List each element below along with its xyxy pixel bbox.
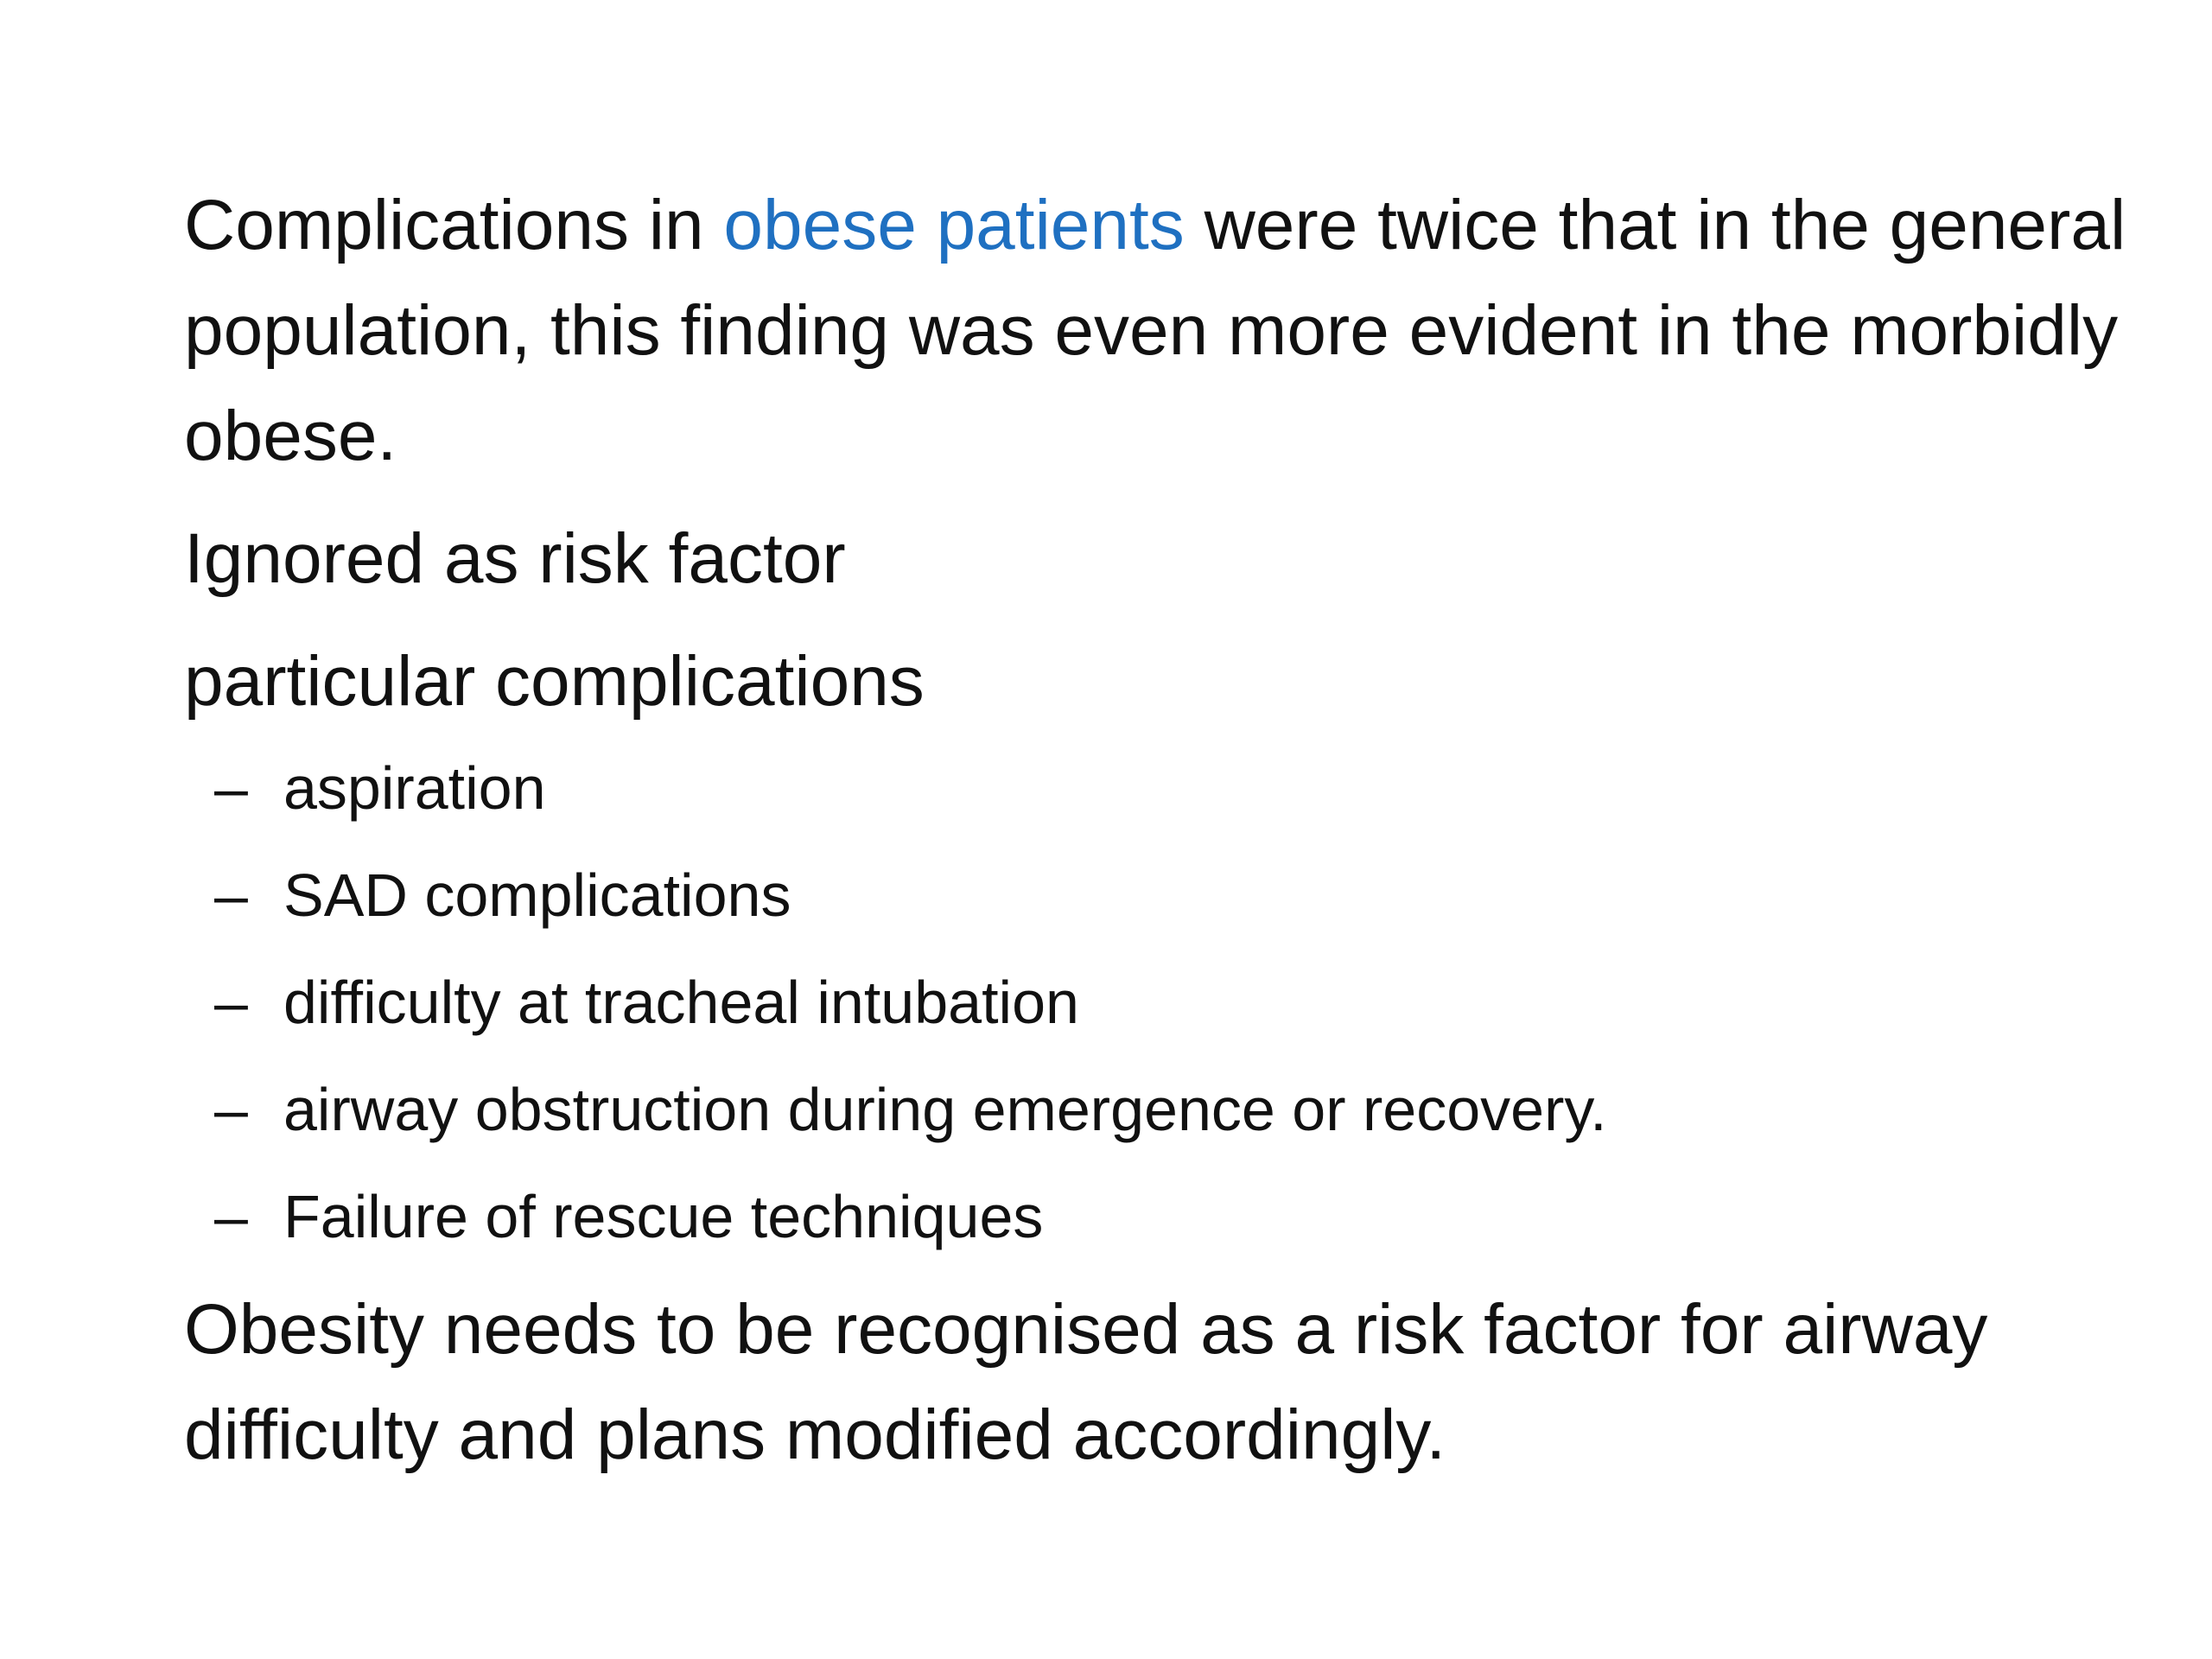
- list-item-text: aspiration: [283, 754, 546, 822]
- list-item: [184, 734, 2128, 842]
- list-item-text: Failure of rescue techniques: [283, 1183, 1044, 1250]
- paragraph-complications: [184, 173, 2128, 489]
- complications-list: [184, 734, 2128, 1270]
- list-item: [184, 949, 2128, 1056]
- list-item-text: SAD complications: [283, 861, 791, 929]
- list-item: [184, 1056, 2128, 1163]
- list-item: [184, 1163, 2128, 1270]
- dash-bullet-icon: –: [214, 754, 248, 822]
- paragraph-ignored: Ignored as risk factor: [184, 519, 846, 598]
- list-item-text: airway obstruction during emergence or recovery.: [283, 1076, 1607, 1143]
- paragraph-complications-end: were twice that in the general population, this finding was even more evident in the morbidly obese.: [184, 186, 2126, 475]
- highlight-obese-patients: obese patients: [723, 186, 1185, 264]
- paragraph-particular-complications: particular complications: [184, 642, 925, 721]
- paragraph-obesity-risk: Obesity needs to be recognised as a risk factor for airway difficulty and plans modified accordingly.: [184, 1290, 1988, 1474]
- slide-body: [184, 173, 2128, 1488]
- dash-bullet-icon: –: [214, 1183, 248, 1250]
- paragraph-complications-start: Complications in: [184, 186, 724, 264]
- list-item: [184, 842, 2128, 949]
- dash-bullet-icon: –: [214, 969, 248, 1036]
- dash-bullet-icon: –: [214, 1076, 248, 1143]
- dash-bullet-icon: –: [214, 861, 248, 929]
- list-item-text: difficulty at tracheal intubation: [283, 969, 1079, 1036]
